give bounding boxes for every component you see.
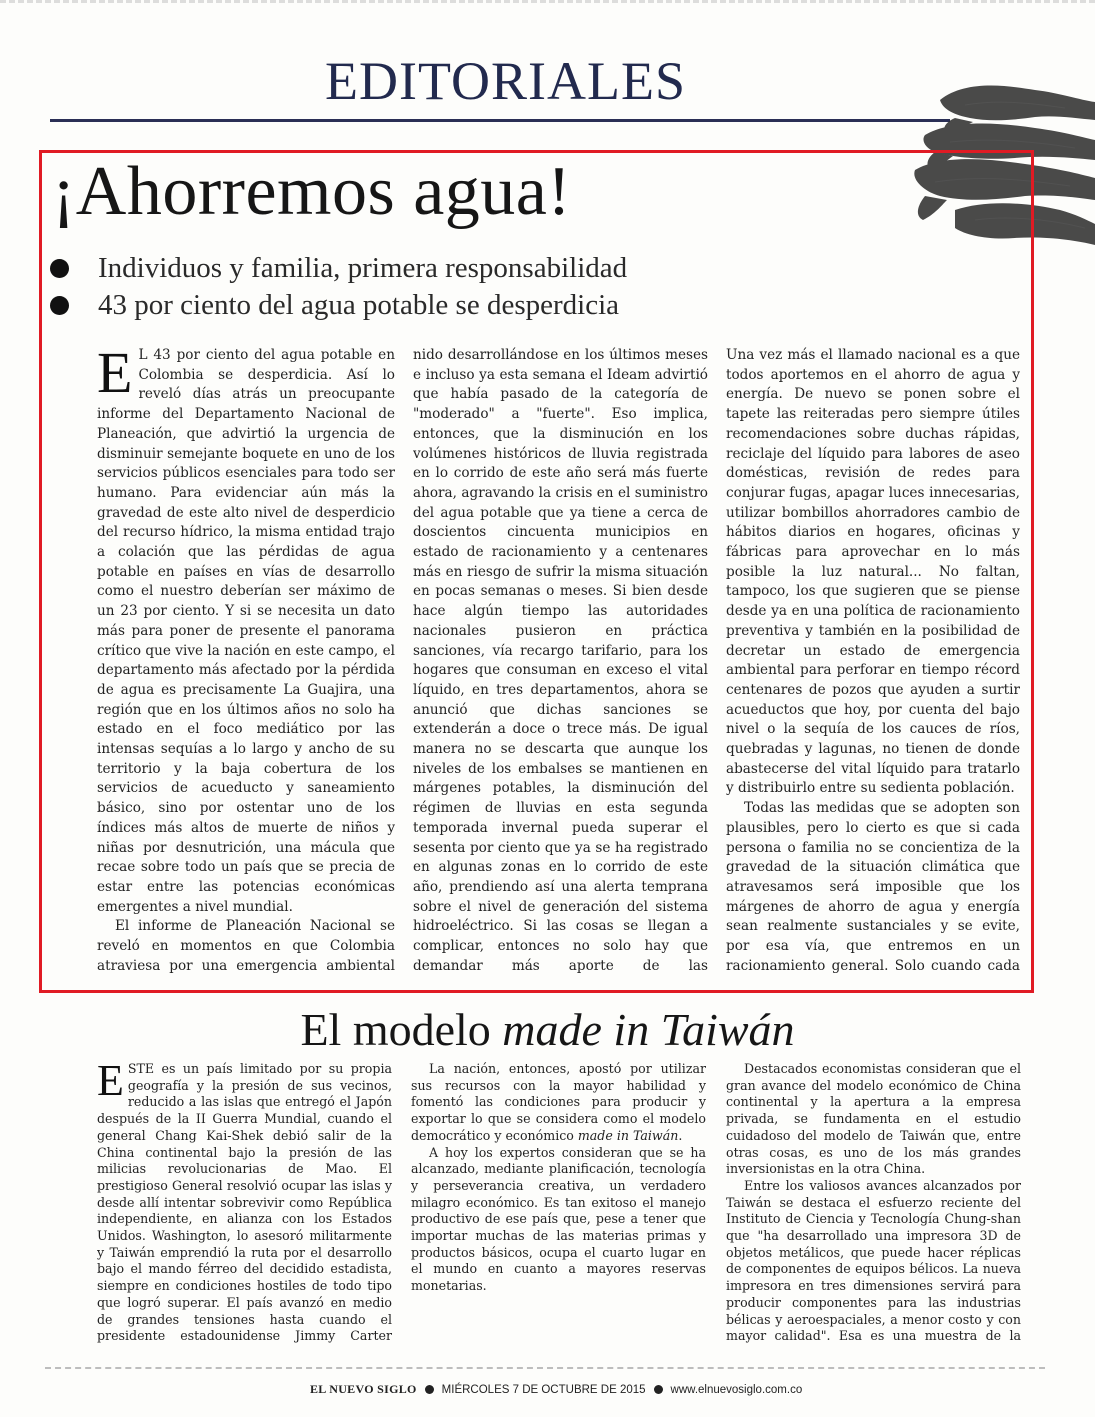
article-column-2 <box>413 346 708 976</box>
article-paragraph: El informe de Planeación Nacional se reveló en momentos en que Colombia atraviesa por una emergencia ambiental <box>97 918 395 974</box>
paragraph-italic: made in Taiwán <box>577 1127 679 1143</box>
article2-column-3 <box>726 1061 1021 1346</box>
subhead-bullet-2 <box>50 289 619 321</box>
article-paragraph: Una vez más el llamado nacional es a que todos aportemos en el ahorro de agua y energía. De nuevo se ponen sobre el tapete las reiteradas pero siempre útiles recomendaciones sobre duchas rápidas, reciclaje del líquido para labores de aseo domésticas, revisión de redes para conjurar fugas, apagar luces innecesarias, utilizar bombillos ahorradores cambio de hábitos diarios en hogares, oficinas y fábricas para aprovechar en lo más posible la luz natural... No faltan, tampoco, los que sugieren que se piense desde ya en una política de racionamiento preventiva y también en la posibilidad de decretar un estado de emergencia ambiental para perforar en tiempo récord centenares de pozos que ayuden a surtir acueductos que hoy, por cuenta del bajo nivel o la sequía de los cauces de ríos, quebradas y lagunas, no tienen de donde abastecerse del vital líquido para tratarlo y distribuirlo entre su sedienta población. <box>726 347 1020 797</box>
article-paragraph <box>97 1061 392 1346</box>
article2-column-2 <box>411 1061 706 1346</box>
section-title: EDITORIALES <box>325 51 686 111</box>
editorial-headline: ¡Ahorremos agua! <box>52 153 572 230</box>
article-paragraph: Todas las medidas que se adopten son plausibles, pero lo cierto es que si cada persona o familia no se concientiza de la gravedad de la situación climática que atravesamos será imposible que los márgenes de ahorro de agua y energía sean realmente sustanciales y se evite, por esa vía, que entremos en un racionamiento general. Solo cuando cada <box>726 800 1020 974</box>
drop-cap: E <box>97 346 133 405</box>
bullet-icon <box>50 259 69 278</box>
editorial-2-headline <box>0 1003 1095 1056</box>
page-footer <box>310 1382 802 1397</box>
article-paragraph: Entre los valiosos avances alcanzados por Taiwán se destaca el esfuerzo reciente del Instituto de Ciencia y Tecnología Chung-shan que "ha desarrollado una impresora 3D de objetos metálicos, que puede hacer réplicas de componentes de equipos bélicos. La nueva impresora en tres dimensiones servirá para producir componentes para las industrias bélicas y aeroespaciales, a menor costo y con mayor calidad". Esa es una muestra de la <box>726 1177 1021 1344</box>
bullet-icon <box>50 296 69 315</box>
article-paragraph: A hoy los expertos consideran que se ha alcanzado, mediante planificación, tecnología y perseverancia creativa, un verdadero milagro económico. Es tan exitoso el manejo productivo de ese país que, pese a tener que importar muchas de las materias primas y productos básicos, ocupa el cuarto lugar en el mundo en cuanto a mayores reservas monetarias. <box>411 1144 706 1294</box>
subhead-bullet-1 <box>50 252 627 284</box>
article2-column-1 <box>97 1061 392 1346</box>
headline-italic: made in Taiwán <box>502 1004 795 1055</box>
article-paragraph <box>97 346 395 917</box>
separator-dot <box>654 1385 663 1394</box>
footer-date: MIÉRCOLES 7 DE OCTUBRE DE 2015 <box>441 1383 646 1396</box>
separator-dot <box>425 1385 434 1394</box>
article-column-3 <box>726 346 1020 976</box>
article-column-1 <box>97 346 395 976</box>
paragraph-text: . <box>678 1127 683 1143</box>
drop-cap: E <box>97 1061 124 1105</box>
article-paragraph: nido desarrollándose en los últimos meses e incluso ya esta semana el Ideam advirtió que había pasado de la categoría de "moderado" a "fuerte". Eso implica, entonces, que la disminución en los volúmenes históricos de lluvia registrada en lo corrido de este año será más fuerte ahora, agravando la crisis en el suministro del agua potable que ya tiene a cerca de doscientos cincuenta municipios en estado de racionamiento y a centenares más en riesgo de sufrir la misma situación en pocas semanas o meses. Si bien desde hace algún tiempo las autoridades nacionales pusieron en práctica sanciones, vía recargo tarifario, para los hogares que consuman en exceso el vital líquido, en tres departamentos, ahora se anunció que dichas sanciones se extenderán a doce o trece más. De igual manera no se descarta que aunque los niveles de los embalses se mantienen en márgenes potables, la disminución del régimen de lluvias en esta segunda temporada invernal pueda superar el sesenta por ciento que ya se ha registrado en algunas zonas en lo corrido de este año, prendiendo así una alerta temprana sobre el nivel de generación del sistema hidroeléctrico. Si las cosas se llegan a complicar, entonces no solo hay que demandar más aporte de las <box>413 347 708 974</box>
subhead-text: 43 por ciento del agua potable se desperdicia <box>98 288 619 321</box>
paragraph-text: L 43 por ciento del agua potable en Colombia se desperdicia. Así lo reveló días atrás un preocupante informe del Departamento Nacional de Planeación, que advirtió la urgencia de disminuir semejante boquete en uno de los servicios públicos esenciales para todo ser humano. Para evidenciar aún más la gravedad de este alto nivel de desperdicio del recurso hídrico, la misma entidad trajo a colación que las pérdidas de agua potable en países en vías de desarrollo como el nuestro deberían ser máximo de un 23 por ciento. Y si se necesita un dato más para poner de presente el panorama crítico que vive la nación en este campo, el departamento más afectado por la pérdida de agua es precisamente La Guajira, una región que en los últimos años no solo ha estado en el foco mediático por las intensas sequías a lo largo y ancho de su territorio y la baja cobertura de los servicios de acueducto y saneamiento básico, sino por ostentar uno de los índices más altos de muerte de niños y niñas por desnutrición, una mácula que recae sobre todo un país que se precia de estar entre las potencias económicas emergentes a nivel mundial. <box>97 347 395 915</box>
footer-url: www.elnuevosiglo.com.co <box>670 1383 803 1396</box>
headline-plain: El modelo <box>300 1004 503 1055</box>
paragraph-text: STE es un país limitado por su propia geografía y la presión de sus vecinos, reducido a las islas que entregó el Japón después de la II Guerra Mundial, cuando el general Chang Kai-Shek debió salir de la China continental bajo la presión de las milicias revolucionarias de Mao. El prestigioso General resolvió ocupar las islas y desde allí intentar sobrevivir como República independiente, en alianza con los Estados Unidos. Washington, lo asesoró militarmente y Taiwán emprendió la ruta por el desarrollo bajo el mando férreo del decidido estadista, siempre en condiciones hostiles de todo tipo que logró superar. El país avanzó en medio de grandes tensiones hasta cuando el presidente estadounidense Jimmy Carter <box>97 1061 392 1344</box>
subhead-text: Individuos y familia, primera responsabilidad <box>98 251 628 284</box>
newspaper-brand: EL NUEVO SIGLO <box>310 1382 417 1396</box>
paragraph-text: La nación, entonces, apostó por utilizar sus recursos con la mayor habilidad y fomentó las condiciones para producir y exportar lo que se considera como el modelo democrático y económico <box>411 1061 706 1143</box>
footer-rule <box>45 1367 1045 1370</box>
top-edge-dashes <box>0 0 1095 13</box>
section-rule <box>50 119 950 122</box>
article-paragraph <box>411 1061 706 1145</box>
article-paragraph: Destacados economistas consideran que el gran avance del modelo económico de China continental y la apertura a la empresa privada, se fundamenta en el estudio cuidadoso del modelo de Taiwán que, entre otras cosas, es uno de los más grandes inversionistas en la otra China. <box>726 1061 1021 1177</box>
